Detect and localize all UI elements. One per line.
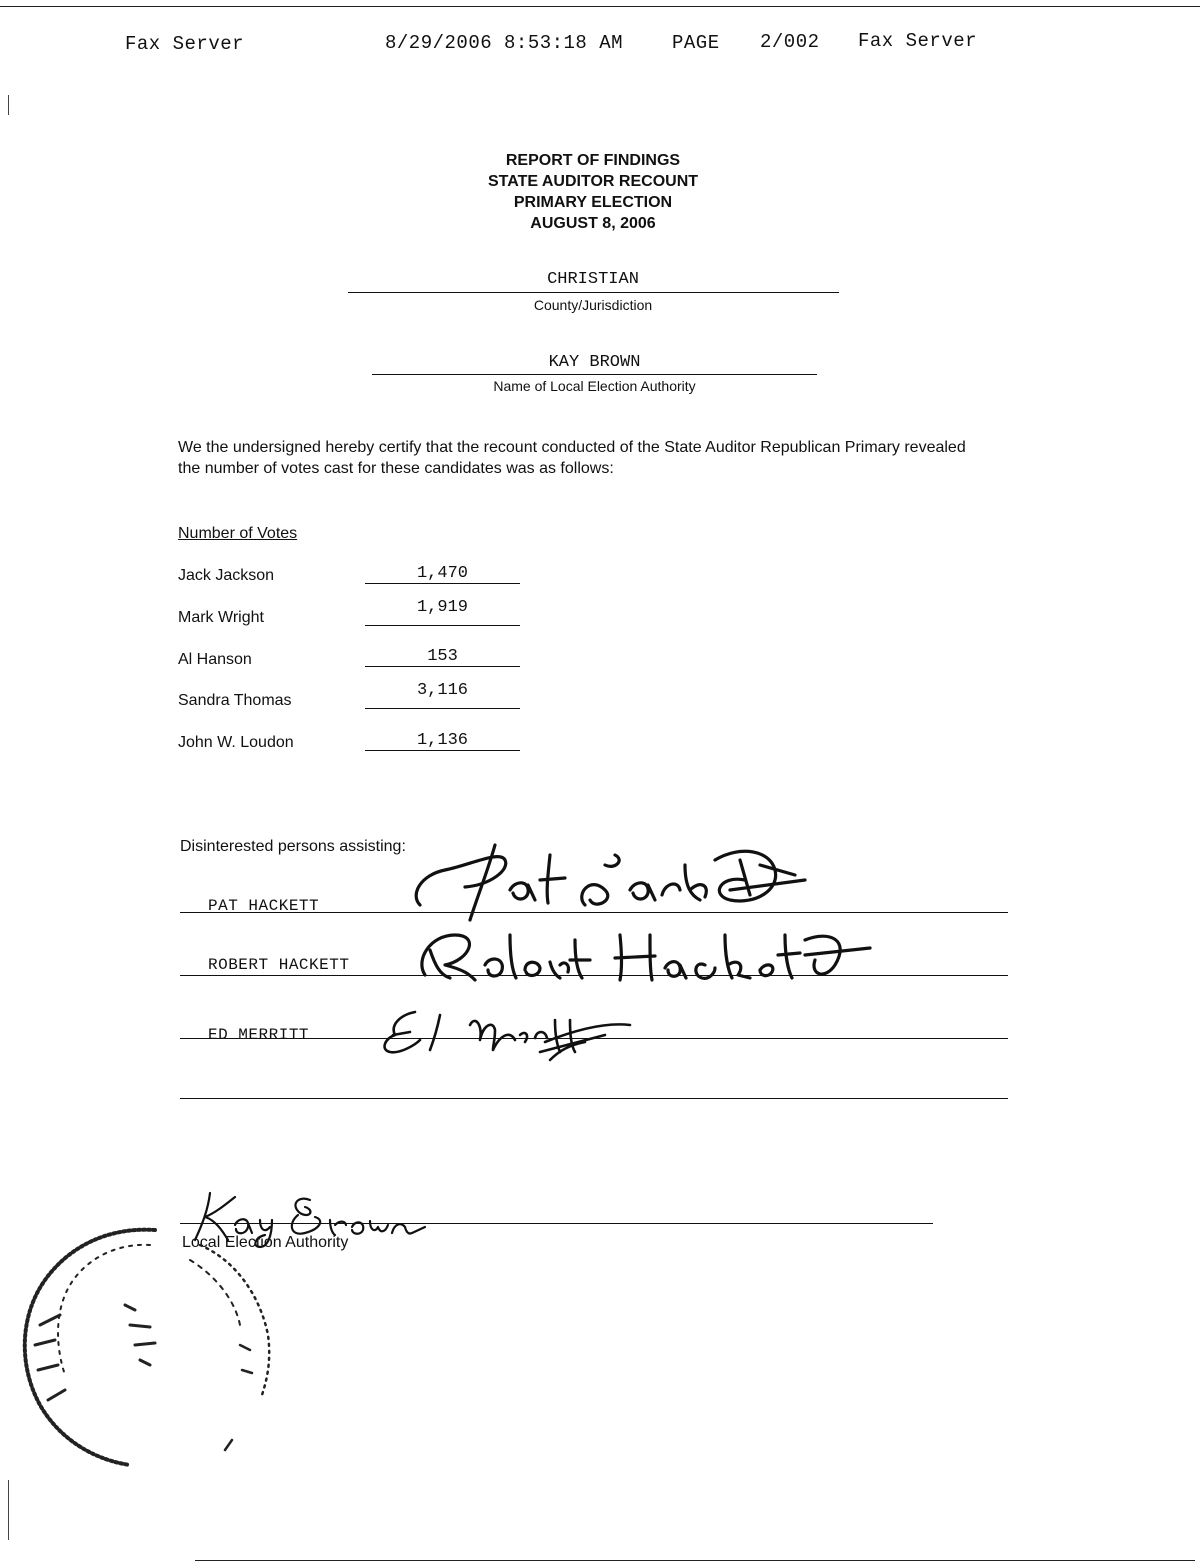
blank-signature-line [180,1098,1008,1099]
votes-heading: Number of Votes [178,525,298,542]
vote-line [365,625,520,626]
certification-text: We the undersigned hereby certify that the recount conducted of the State Auditor Republican Primary revealed the number of votes cast for these candidates was as follows: [178,439,966,477]
candidate-votes: 153 [427,647,458,666]
local-election-authority-line [180,1223,933,1224]
margin-mark [8,95,10,115]
county-value: CHRISTIAN [547,270,639,289]
local-election-authority-caption: Local Election Authority [182,1234,349,1251]
robert-hackett-signature [410,920,880,990]
candidate-votes: 1,470 [416,564,468,583]
vote-line [365,750,520,751]
candidate-name: Mark Wright [178,609,264,626]
authority-caption: Name of Local Election Authority [493,378,696,394]
title-line-3: PRIMARY ELECTION [513,194,673,211]
vote-line [365,666,520,667]
title-line-2: STATE AUDITOR RECOUNT [487,173,699,190]
report-title [400,150,786,234]
county-line [348,292,839,293]
fax-datetime: 8/29/2006 8:53:18 AM [385,32,624,54]
assistant-name: PAT HACKETT [208,897,320,915]
ed-merritt-signature [375,1000,645,1070]
fax-page-value: 2/002 [760,31,820,53]
fax-server-right: Fax Server [858,30,978,52]
assistants-heading: Disinterested persons assisting: [180,838,406,855]
authority-value: KAY BROWN [548,353,641,372]
assistant-name: ROBERT HACKETT [208,956,350,974]
seal-stamp-icon [0,1215,290,1475]
fax-server-left: Fax Server [125,33,245,55]
fax-page-label: PAGE [672,32,720,54]
title-line-1: REPORT OF FINDINGS [505,152,681,169]
candidate-name: Al Hanson [178,651,252,668]
assistant-name: ED MERRITT [208,1026,310,1044]
candidate-votes: 3,116 [416,681,468,700]
bottom-edge-line [195,1560,1195,1561]
candidate-name: Sandra Thomas [178,692,292,709]
pat-hackett-signature [400,835,820,925]
county-caption: County/Jurisdiction [533,297,653,313]
margin-mark [8,1480,10,1540]
candidate-name: Jack Jackson [178,567,275,584]
candidate-name: John W. Loudon [178,734,294,751]
top-edge-line [0,6,1200,7]
vote-line [365,708,520,709]
candidate-votes: 1,919 [416,598,468,617]
vote-line [365,583,520,584]
authority-line [372,374,817,375]
candidate-votes: 1,136 [416,731,468,750]
title-line-4: AUGUST 8, 2006 [530,215,656,232]
